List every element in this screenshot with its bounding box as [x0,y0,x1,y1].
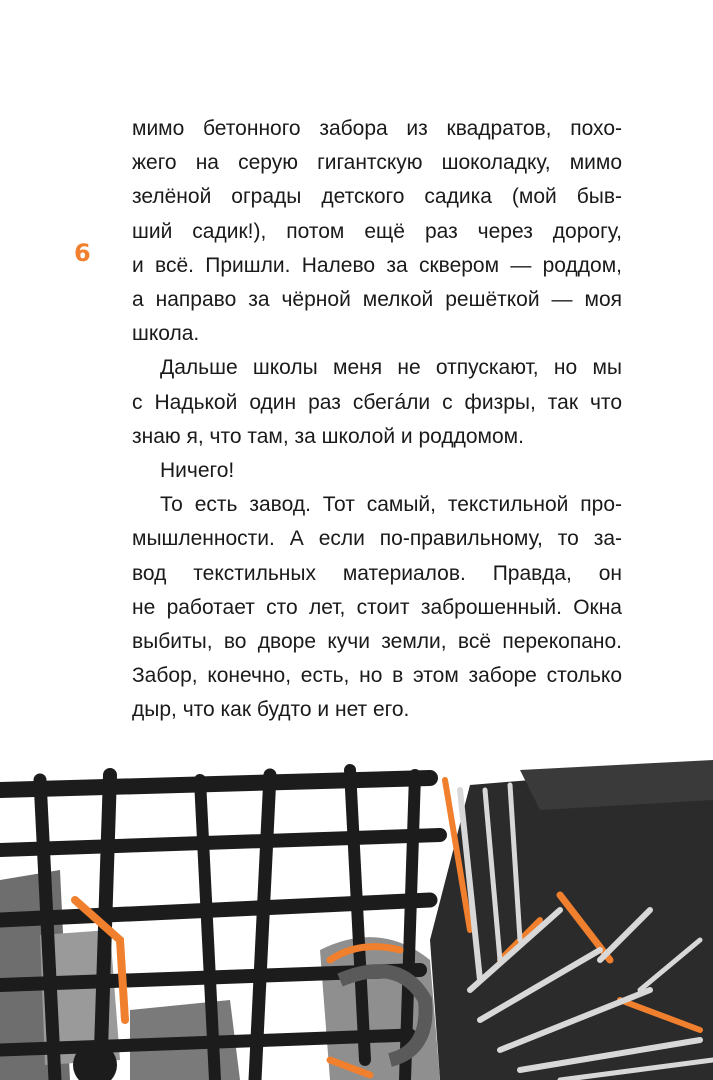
fence-stroke [0,778,430,790]
text-line: вод текстильных материалов. Правда, он [132,561,622,585]
text-line: знаю я, что там, за школой и роддомом. [132,424,524,448]
text-line: и всё. Пришли. Налево за сквером — роддом, [132,253,622,277]
text-line: То есть завод. Тот самый, текстильной про- [160,493,622,517]
fence-stroke [0,900,430,920]
text-line: школа. [132,322,200,346]
text-line: мышленности. А если по-правильному, то за- [132,527,622,551]
text-line: Забор, конечно, есть, но в этом заборе столько [132,664,622,688]
text-line: а направо за чёрной мелкой решёткой — моя [132,288,622,312]
body-text [132,112,622,728]
fence-stroke [0,835,440,850]
text-line: мимо бетонного забора из квадратов, похо- [132,117,622,140]
page-number: 6 [74,239,91,267]
text-line: выбиты, во дворе кучи земли, всё перекопано. [132,630,622,654]
text-line: не работает сто лет, стоит заброшенный. Окна [132,595,622,619]
text-line: ший садик!), потом ещё раз через дорогу, [132,219,622,243]
text-line: жего на серую гигантскую шоколадку, мимо [132,151,622,175]
text-line: Дальше школы меня не отпускают, но мы [160,356,622,380]
text-line: с Надькой один раз сбегáли с физры, так что [132,390,622,414]
fence-illustration [0,760,713,1080]
paragraph-2 [132,351,622,454]
text-line: дыр, что как будто и нет его. [132,698,410,722]
paragraph-1 [132,112,622,351]
text-line: Ничего! [160,459,235,483]
text-line: зелёной ограды детского садика (мой быв- [132,185,622,209]
paragraph-4 [132,488,622,727]
paragraph-3 [132,454,622,488]
